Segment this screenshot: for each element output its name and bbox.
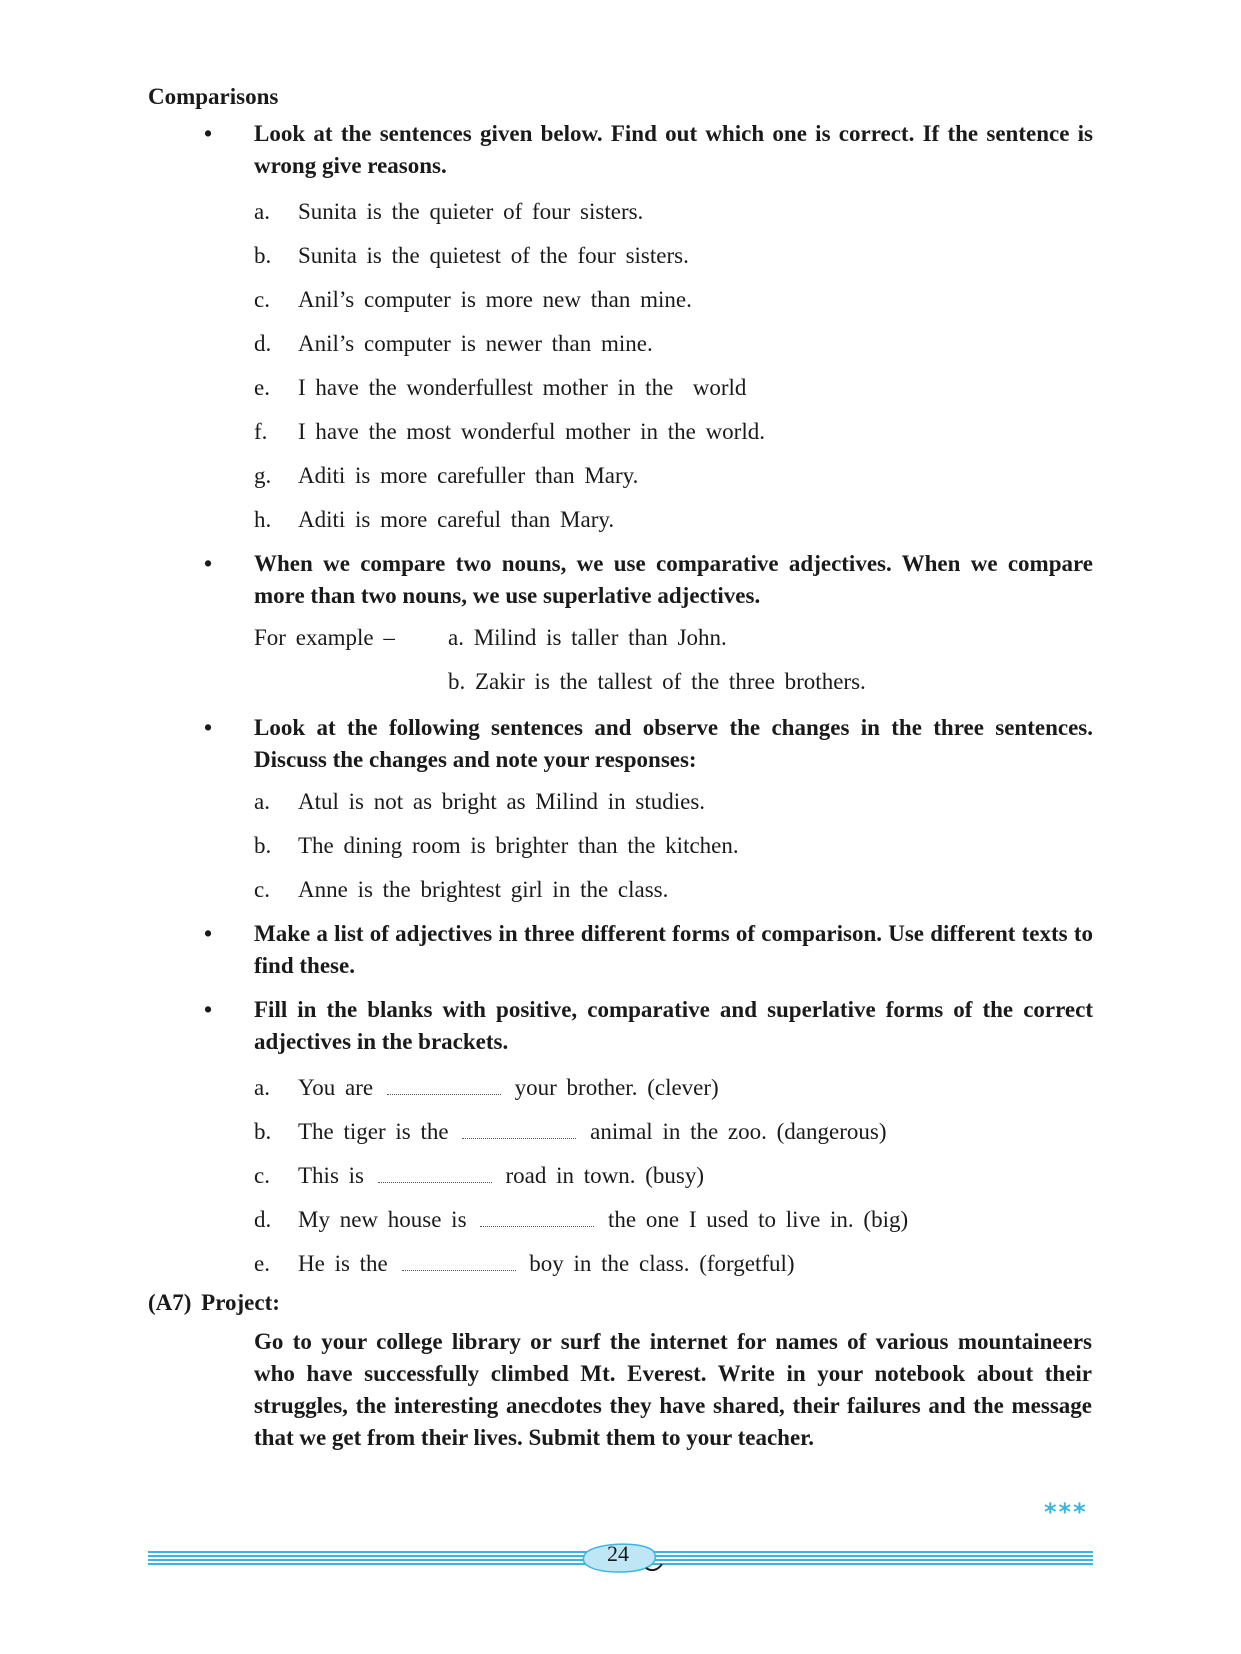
item-letter: c. xyxy=(254,1163,270,1188)
item-text: Anil’s computer is newer than mine. xyxy=(298,331,653,356)
list-item xyxy=(254,1204,1094,1248)
list-item xyxy=(254,786,1094,830)
instruction-text: Fill in the blanks with positive, comparative and superlative forms of the correct adjectives in the brackets. xyxy=(254,997,1093,1054)
end-stars-icon: *** xyxy=(1044,1498,1088,1526)
answer-blank xyxy=(480,1214,594,1227)
bullet-instruction-1 xyxy=(148,118,1093,182)
sentence-end: the one I used to live in. (big) xyxy=(608,1207,909,1232)
list-item xyxy=(254,504,1094,548)
bullet-icon: • xyxy=(204,997,213,1022)
list-item xyxy=(254,372,1094,416)
answer-blank xyxy=(402,1258,516,1271)
item-letter: f. xyxy=(254,419,268,444)
list-item xyxy=(254,196,1094,240)
item-letter: e. xyxy=(254,375,270,400)
example-sentence-b: b. Zakir is the tallest of the three brothers. xyxy=(448,669,866,694)
list-item xyxy=(254,1160,1094,1204)
item-letter: b. xyxy=(254,1119,272,1144)
sentence-end: road in town. (busy) xyxy=(505,1163,705,1188)
project-heading: (A7) Project: xyxy=(148,1290,280,1315)
section-title: Comparisons xyxy=(148,84,279,109)
item-letter: h. xyxy=(254,507,272,532)
answer-blank xyxy=(378,1170,492,1183)
bullet-icon: • xyxy=(204,715,213,740)
list-item xyxy=(254,1116,1094,1160)
example-sentence-a: a. Milind is taller than John. xyxy=(448,625,727,650)
list-item xyxy=(254,1248,1094,1292)
list-item xyxy=(254,240,1094,284)
list-item xyxy=(254,874,1094,918)
item-text: The dining room is brighter than the kitchen. xyxy=(298,833,739,858)
item-letter: a. xyxy=(254,789,270,814)
list-item xyxy=(254,830,1094,874)
item-text: Aditi is more careful than Mary. xyxy=(298,507,615,532)
item-letter: d. xyxy=(254,331,272,356)
sentence-start: This is xyxy=(298,1163,364,1188)
sentence-end: animal in the zoo. (dangerous) xyxy=(590,1119,887,1144)
project-body: Go to your college library or surf the internet for names of various mountaineers who have successfully climbed Mt. Everest. Write in your notebook about their struggles, the interesting anecdotes they have shared, their failures and the message that we get from their lives. Submit them to your teacher. xyxy=(254,1329,1092,1450)
item-letter: b. xyxy=(254,243,272,268)
item-text: Aditi is more carefuller than Mary. xyxy=(298,463,639,488)
list-item xyxy=(254,284,1094,328)
item-text: Anne is the brightest girl in the class. xyxy=(298,877,669,902)
item-letter: g. xyxy=(254,463,272,488)
page-number: 24 xyxy=(607,1541,629,1566)
page-footer xyxy=(148,1538,1093,1578)
sentence-list-3 xyxy=(254,786,1094,918)
bullet-instruction-5 xyxy=(148,994,1093,1058)
instruction-text: Look at the following sentences and observe the changes in the three sentences. Discuss the changes and note your responses: xyxy=(254,715,1093,772)
item-letter: c. xyxy=(254,287,270,312)
answer-blank xyxy=(387,1082,501,1095)
list-item xyxy=(254,460,1094,504)
bullet-instruction-4 xyxy=(148,918,1093,982)
list-item xyxy=(254,416,1094,460)
bullet-instruction-3 xyxy=(148,712,1093,776)
fill-blanks-list xyxy=(254,1072,1094,1292)
item-letter: c. xyxy=(254,877,270,902)
instruction-text: Look at the sentences given below. Find out which one is correct. If the sentence is wrong give reasons. xyxy=(254,121,1093,178)
answer-blank xyxy=(462,1126,576,1139)
item-text: I have the wonderfullest mother in the world xyxy=(298,375,747,400)
sentence-start: The tiger is the xyxy=(298,1119,449,1144)
bullet-icon: • xyxy=(204,551,213,576)
item-text: Anil’s computer is more new than mine. xyxy=(298,287,692,312)
item-text: Atul is not as bright as Milind in studies. xyxy=(298,789,706,814)
sentence-end: boy in the class. (forgetful) xyxy=(529,1251,795,1276)
instruction-text: When we compare two nouns, we use comparative adjectives. When we compare more than two nouns, we use superlative adjectives. xyxy=(254,551,1093,608)
item-letter: d. xyxy=(254,1207,272,1232)
bullet-icon: • xyxy=(204,921,213,946)
sentence-end: your brother. (clever) xyxy=(514,1075,719,1100)
item-letter: e. xyxy=(254,1251,270,1276)
bullet-instruction-2 xyxy=(148,548,1093,612)
item-letter: a. xyxy=(254,199,270,224)
item-letter: b. xyxy=(254,833,272,858)
bullet-icon: • xyxy=(204,121,213,146)
example-label: For example – xyxy=(254,625,395,650)
sentence-list-1 xyxy=(254,196,1094,548)
item-text: Sunita is the quieter of four sisters. xyxy=(298,199,644,224)
sentence-start: You are xyxy=(298,1075,374,1100)
sentence-start: My new house is xyxy=(298,1207,467,1232)
item-letter: a. xyxy=(254,1075,270,1100)
item-text: I have the most wonderful mother in the world. xyxy=(298,419,765,444)
item-text: Sunita is the quietest of the four sisters. xyxy=(298,243,689,268)
list-item xyxy=(254,1072,1094,1116)
instruction-text: Make a list of adjectives in three different forms of comparison. Use different texts to find these. xyxy=(254,921,1093,978)
list-item xyxy=(254,328,1094,372)
sentence-start: He is the xyxy=(298,1251,388,1276)
